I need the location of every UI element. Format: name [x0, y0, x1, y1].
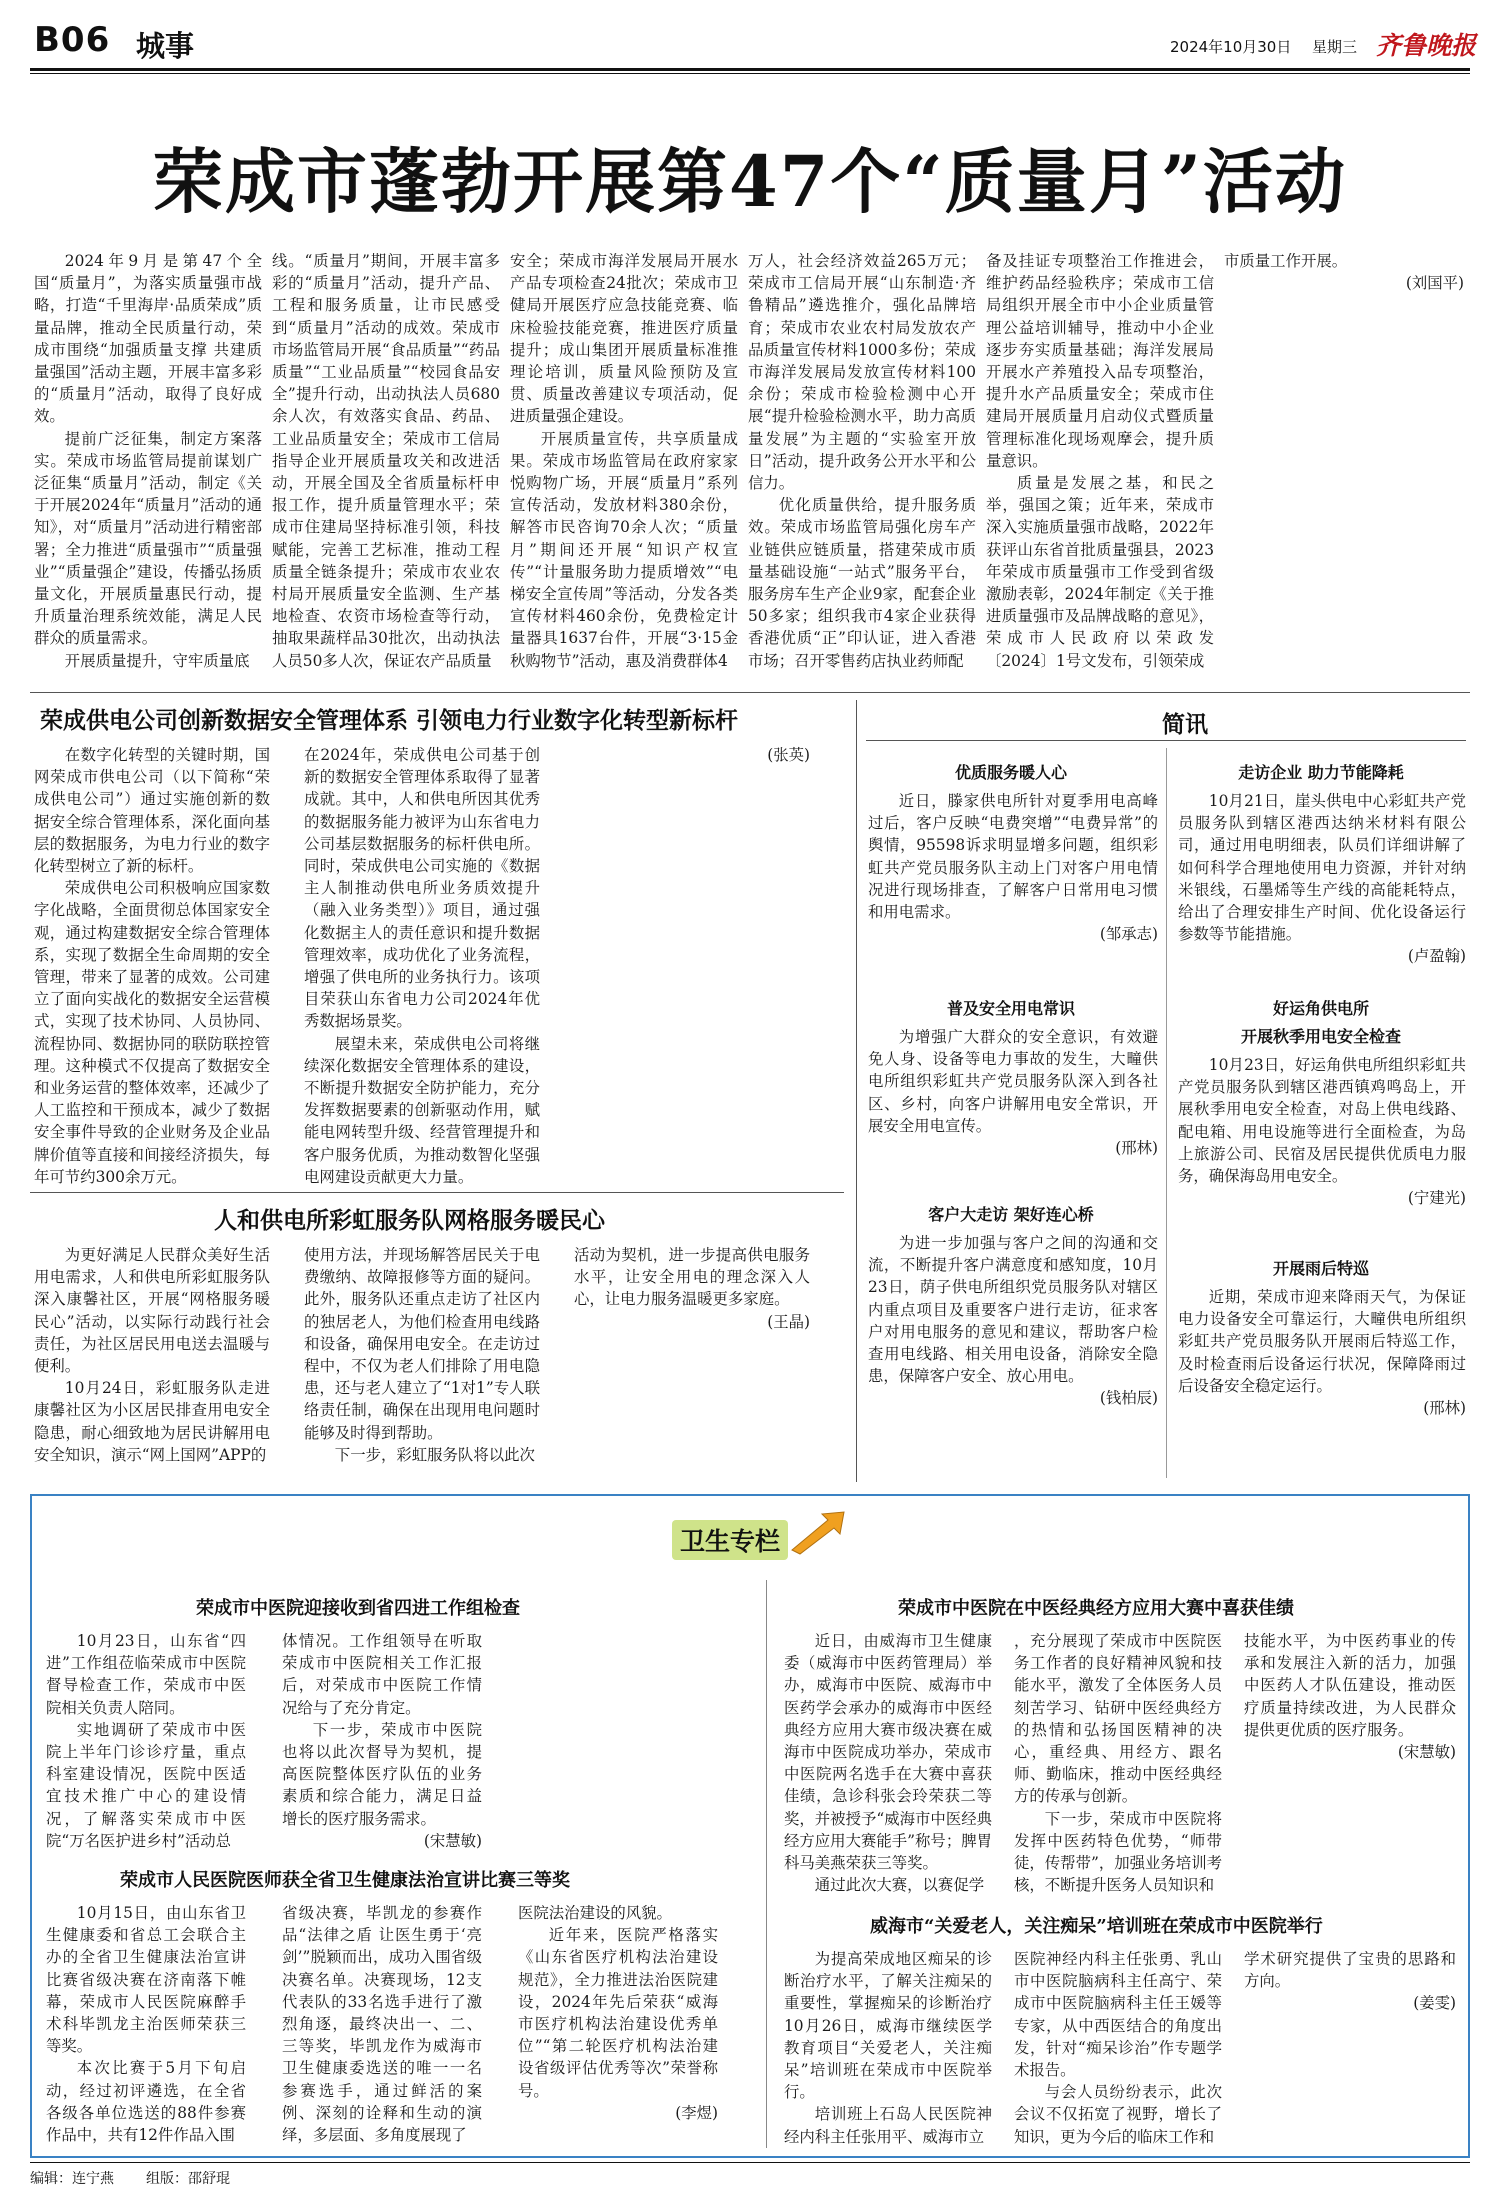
footer-rule	[30, 2162, 1470, 2163]
brief-body: 近期，荣成市迎来降雨天气，为保证电力设备安全可靠运行，大疃供电所组织彩虹共产党员服务队开展雨后特巡工作，及时检查雨后设备运行状况，保障降雨过后设备安全稳定运行。 (邢林)	[1178, 1288, 1466, 1418]
masthead	[0, 0, 1500, 66]
renhe-col: 为更好满足人民群众美好生活用电需求，人和供电所彩虹服务队深入康馨社区，开展“网格服务暖民心”活动，以实际行动践行社会责任，为社区居民用电送去温暖与便利。 10月24日，彩虹服务队走进康馨社区为小区居民排查用电安全隐患，耐心细致地为居民讲解用电安全知识，演示“网上国网”APP的	[34, 1246, 270, 1464]
health-headline-3: 荣成市中医院在中医经典经方应用大赛中喜获佳绩	[898, 1598, 1294, 1619]
section-divider	[30, 692, 1470, 693]
briefs-rule	[866, 740, 1466, 741]
brief-body: 10月21日，崖头供电中心彩虹共产党员服务队到辖区港西达纳米材料有限公司，通过用电明细表，队员们详细讲解了如何科学合理地使用电力资源，并针对纳米银线，石墨烯等生产线的高能耗特点，给出了合理安排生产时间、优化设备运行参数等节能措施。 (卢盈翰)	[1178, 792, 1466, 966]
health-col: 为提高荣成地区痴呆的诊断治疗水平，了解关注痴呆的重要性，掌握痴呆的诊断治疗10月26日，威海市继续医学教育项目“关爱老人，关注痴呆”培训班在荣成市中医院举行。 培训班上石岛人民医院神经内科主任张用平、威海市立	[784, 1950, 992, 2146]
health-banner	[660, 1504, 860, 1560]
masthead-rule	[30, 68, 1470, 71]
health-col: ，充分展现了荣成市中医院医务工作者的良好精神风貌和技能水平，激发了全体医务人员刻苦学习、钻研中医经典经方的热情和弘扬国医精神的决心，重经典、用经方、跟名师、勤临床，推动中医经典经方的传承与创新。 下一步，荣成市中医院将发挥中医药特色优势，“师带徒，传帮带”，加强业务培训考核，不断提升医务人员知识和	[1014, 1632, 1222, 1895]
health-col: 省级决赛，毕凯龙的参赛作品“法律之盾 让医生勇于‘亮剑’”脱颖而出，成功入围省级决赛名单。决赛现场，12支代表队的33名选手进行了激烈角逐，最终决出一、二、三等奖，毕凯龙作为威海市卫生健康委选送的唯一一名参赛选手，通过鲜活的案例、深刻的诠释和生动的演绎，多层面、多角度展现了	[282, 1904, 482, 2145]
brief-title: 开展雨后特巡	[1272, 1259, 1369, 1278]
renhe-col: 活动为契机，进一步提高供电服务水平，让安全用电的理念深入人心，让电力服务温暖更多家庭。 (王晶)	[574, 1246, 810, 1331]
brief-body: 为增强广大群众的安全意识，有效避免人身、设备等电力事故的发生，大疃供电所组织彩虹共产党员服务队深入到各社区、乡村，向客户讲解用电安全常识，开展安全用电宣传。 (邢林)	[868, 1028, 1158, 1158]
brief-title: 客户大走访 架好连心桥	[928, 1205, 1094, 1224]
section-name: 城事	[136, 29, 195, 63]
page-code: B06	[34, 20, 111, 60]
health-col: 医院神经内科主任张勇、乳山市中医院脑病科主任高宁、荣成市中医院脑病科主任王媛等专家，从中西医结合的角度出发，针对“痴呆诊治”作专题学术报告。 与会人员纷纷表示，此次会议不仅拓宽了视野，增长了知识，更为今后的临床工作和	[1014, 1950, 1222, 2146]
health-headline-4: 威海市“关爱老人，关注痴呆”培训班在荣成市中医院举行	[870, 1916, 1323, 1937]
health-headline-2: 荣成市人民医院医师获全省卫生健康法治宣讲比赛三等奖	[120, 1870, 570, 1891]
power-article-headline: 荣成供电公司创新数据安全管理体系 引领电力行业数字化转型新标杆	[40, 707, 739, 734]
brief-body: 为进一步加强与客户之间的沟通和交流，不断提升客户满意度和感知度，10月23日，荫子供电所组织党员服务队对辖区内重点项目及重要客户进行走访，征求客户对用电服务的意见和建议，帮助客户检查用电线路、相关用电设备，消除安全隐患，保障客户安全、放心用电。 (钱柏辰)	[868, 1234, 1158, 1408]
lead-col: 备及挂证专项整治工作推进会，维护药品经验秩序；荣成市工信局组织开展全市中小企业质量管理公益培训辅导，推动中小企业逐步夯实质量基础；海洋发展局开展水产养殖投入品专项整治，提升水产品质量安全；荣成市住建局开展质量月启动仪式暨质量管理标准化现场观摩会，提升质量意识。 质量是发展之基，和民之举，强国之策；近年来，荣成市深入实施质量强市战略，2022年获评山东省首批质量强县，2023年荣成市质量强市工作受到省级激励表彰，2024年制定《关于推进质量强市及品牌战略的意见》，荣成市人民政府以荣政发〔2024〕1号文发布，引领荣成	[986, 252, 1214, 670]
column-divider	[766, 1580, 767, 2148]
main-headline: 荣成市蓬勃开展第47个“质量月”活动	[153, 140, 1347, 223]
column-divider	[1166, 748, 1167, 1478]
brief-title: 普及安全用电常识	[946, 999, 1075, 1018]
health-col: 体情况。工作组领导在听取荣成市中医院相关工作汇报后，对荣成市中医院工作情况给与了充分肯定。 下一步，荣成市中医院也将以此次督导为契机，提高医院整体医疗队伍的业务素质和综合能力，满足日益增长的医疗服务需求。 (宋慧敏)	[282, 1632, 482, 1850]
power-col: (张英)	[767, 746, 810, 764]
briefs-heading: 简讯	[1162, 711, 1208, 738]
health-col: 近日，由威海市卫生健康委（威海市中医药管理局）举办，威海市中医院、威海市中医药学会承办的威海市中医经典经方应用大赛市级决赛在威海市中医院成功举办，荣成市中医院两名选手在大赛中喜获佳绩，急诊科张会玲荣获二等奖，并被授予“威海市中医经典经方应用大赛能手”称号；脾胃科马美燕荣获三等奖。 通过此次大赛，以赛促学	[784, 1632, 992, 1895]
health-col: 10月23日，山东省“四进”工作组莅临荣成市中医院督导检查工作，荣成市中医院相关负责人陪同。 实地调研了荣成市中医院上半年门诊诊疗量，重点科室建设情况，医院中医适宜技术推广中心的建设情况，了解落实荣成市中医院“万名医护进乡村”活动总	[46, 1632, 246, 1850]
brief-body: 近日，滕家供电所针对夏季用电高峰过后，客户反映“电费突增”“电费异常”的舆情，95598诉求明显增多问题，组织彩虹共产党员服务队主动上门对客户用电情况进行现场排查，了解客户日常用电习惯和用电需求。 (邹承志)	[868, 792, 1158, 944]
health-headline-1: 荣成市中医院迎接收到省四进工作组检查	[196, 1598, 520, 1619]
brief-subtitle: 开展秋季用电安全检查	[1240, 1027, 1401, 1046]
issue-date: 2024年10月30日	[1170, 38, 1292, 56]
health-col: 10月15日，由山东省卫生健康委和省总工会联合主办的全省卫生健康法治宣讲比赛省级决赛在济南落下帷幕，荣成市人民医院麻醉手术科毕凯龙主治医师荣获三等奖。 本次比赛于5月下旬启动，经过初评遴选，在全省各级各单位选送的88件参赛作品中，共有12件作品入围	[46, 1904, 246, 2145]
lead-col: 安全；荣成市海洋发展局开展水产品专项检查24批次；荣成市卫健局开展医疗应急技能竞赛、临床检验技能竞赛，推进医疗质量提升；成山集团开展质量标准推理论培训，质量风险预防及宣贯、质量改善建议专项活动，促进质量强企建设。 开展质量宣传，共享质量成果。荣成市场监管局在政府家家悦购物广场，开展“质量月”系列宣传活动，发放材料380余份，解答市民咨询70余人次；“质量月”期间还开展“知识产权宣传”“计量服务助力提质增效”“电梯安全宣传周”等活动，分发各类宣传材料460余份，免费检定计量器具1637台件，开展“3·15金秋购物节”活动，惠及消费群体4	[510, 252, 738, 670]
masthead-rule-thin	[30, 73, 1470, 74]
brief-title: 好运角供电所	[1272, 999, 1369, 1018]
issue-weekday: 星期三	[1312, 38, 1358, 56]
lead-col: 万人，社会经济效益265万元；荣成市工信局开展“山东制造·齐鲁精品”遴选推介，强化品牌培育；荣成市农业农村局发放农产品质量宣传材料1000多份；荣成市海洋发展局发放宣传材料100余份；荣成市检验检测中心开展“提升检验检测水平，助力高质量发展”为主题的“实验室开放日”活动，提升政务公开水平和公信力。 优化质量供给，提升服务质效。荣成市场监管局强化房车产业链供应链质量，搭建荣成市质量基础设施“一站式”服务平台，服务房车生产企业9家，配套企业50多家；组织我市4家企业获得香港优质“正”印认证，进入香港市场；召开零售药店执业药师配	[748, 252, 976, 670]
footer-editor: 编辑：连宁燕	[30, 2171, 114, 2187]
banner-arrow-icon	[788, 1510, 848, 1556]
power-col: 在2024年，荣成供电公司基于创新的数据安全管理体系取得了显著成就。其中，人和供电所因其优秀的数据服务能力被评为山东省电力公司基层数据服务的标杆供电所。同时，荣成供电公司实施的《数据主人制推动供电所业务质效提升（融入业务类型）》项目，通过强化数据主人的责任意识和提升数据管理效率，成功优化了业务流程，增强了供电所的业务执行力。该项目荣获山东省电力公司2024年优秀数据场景奖。 展望未来，荣成供电公司将继续深化数据安全管理体系的建设，不断提升数据安全防护能力，充分发挥数据要素的创新驱动作用，赋能电网转型升级、经营管理提升和客户服务优质，为推动数智化坚强电网建设贡献更大力量。	[304, 746, 540, 1186]
brief-body: 10月23日，好运角供电所组织彩虹共产党员服务队到辖区港西镇鸡鸣岛上，开展秋季用电安全检查，对岛上供电线路、配电箱、用电设施等进行全面检查，为岛上旅游公司、民宿及居民提供优质电力服务，确保海岛用电安全。 (宁建光)	[1178, 1056, 1466, 1208]
renhe-article-headline: 人和供电所彩虹服务队网格服务暖民心	[214, 1207, 605, 1234]
health-banner-label: 卫生专栏	[672, 1520, 788, 1560]
lead-col: 市质量工作开展。 (刘国平)	[1224, 252, 1464, 293]
power-col: 在数字化转型的关键时期，国网荣成市供电公司（以下简称“荣成供电公司”）通过实施创新的数据安全综合管理体系，深化面向基层的数据服务，为电力行业的数字化转型树立了新的标杆。 荣成供电公司积极响应国家数字化战略，全面贯彻总体国家安全观，通过构建数据安全综合管理体系，实现了数据全生命周期的安全管理，带来了显著的成效。公司建立了面向实战化的数据安全运营模式，实现了技术协同、人员协同、流程协同、数据协同的联防联控管理。这种模式不仅提高了数据安全和业务运营的整体效率，还减少了人工监控和干预成本，减少了数据安全事件导致的企业财务及企业品牌价值等直接和间接经济损失，每年可节约300余万元。	[34, 746, 270, 1186]
brief-title: 走访企业 助力节能降耗	[1238, 763, 1404, 782]
renhe-col: 使用方法，并现场解答居民关于电费缴纳、故障报修等方面的疑问。此外，服务队还重点走访了社区内的独居老人，为他们检查用电线路和设备，确保用电安全。在走访过程中，不仅为老人们排除了用电隐患，还与老人建立了“1对1”专人联络责任制，确保在出现用电问题时能够及时得到帮助。 下一步，彩虹服务队将以此次	[304, 1246, 540, 1464]
health-col: 学术研究提供了宝贵的思路和方向。 (姜雯)	[1244, 1950, 1456, 2013]
column-divider	[856, 700, 857, 1482]
paper-logo: 齐鲁晚报	[1376, 31, 1477, 60]
health-col: 医院法治建设的风貌。 近年来，医院严格落实《山东省医疗机构法治建设规范》，全力推进法治医院建设，2024年先后荣获“威海市医疗机构法治建设优秀单位”“第二轮医疗机构法治建设省级评估优秀等次”荣誉称号。 (李煜)	[518, 1904, 718, 2122]
brief-title: 优质服务暖人心	[954, 763, 1067, 782]
section-divider	[30, 1192, 844, 1193]
health-col: 技能水平，为中医药事业的传承和发展注入新的活力，加强中医药人才队伍建设，推动医疗质量持续改进，为人民群众提供更优质的医疗服务。 (宋慧敏)	[1244, 1632, 1456, 1762]
footer-layout: 组版：邵舒琨	[146, 2171, 230, 2187]
lead-col: 2024年9月是第47个全国“质量月”，为落实质量强市战略，打造“千里海岸·品质荣成”质量品牌，推动全民质量行动，荣成市围绕“加强质量支撑 共建质量强国”活动主题，开展丰富多彩的“质量月”活动，取得了良好成效。 提前广泛征集，制定方案落实。荣成市场监管局提前谋划广泛征集“质量月”活动，制定《关于开展2024年“质量月”活动的通知》，对“质量月”活动进行精密部署；全力推进“质量强市”“质量强业”“质量强企”建设，传播弘扬质量文化，开展质量惠民行动，提升质量治理系统效能，满足人民群众的质量需求。 开展质量提升，守牢质量底	[34, 252, 262, 670]
lead-col: 线。“质量月”期间，开展丰富多彩的“质量月”活动，提升产品、工程和服务质量，让市民感受到“质量月”活动的成效。荣成市市场监管局开展“食品质量”“药品质量”“工业品质量”“校园食品安全”提升行动，出动执法人员680余人次，有效落实食品、药品、工业品质量安全；荣成市工信局指导企业开展质量攻关和改进活动，开展全国及全省质量标杆申报工作，提升质量管理水平；荣成市住建局坚持标准引领，科技赋能，完善工艺标准，推动工程质量全链条提升；荣成市农业农村局开展质量安全监测、生产基地检查、农资市场检查等行动，抽取果蔬样品30批次，出动执法人员50多人次，保证农产品质量	[272, 252, 500, 670]
health-col	[518, 1630, 718, 1852]
